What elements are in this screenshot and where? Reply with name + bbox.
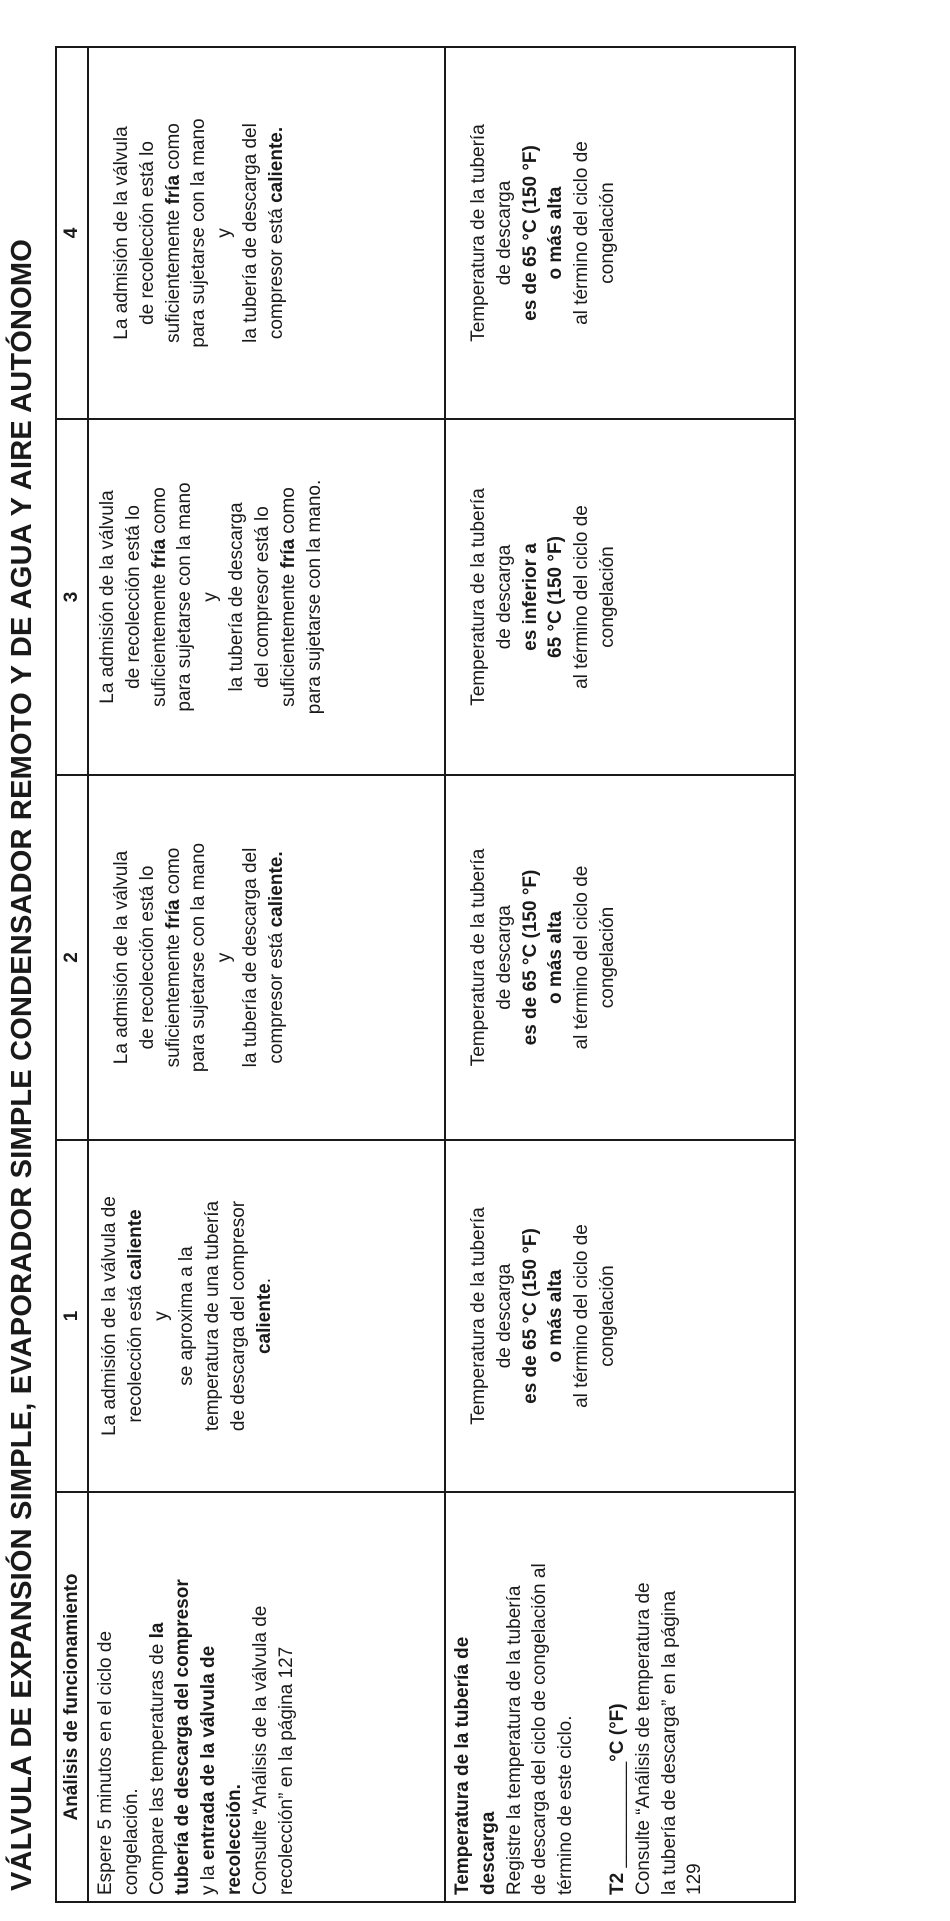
text-line: de recolección está lo	[136, 865, 158, 1050]
text-span: suficientemente	[277, 568, 299, 707]
text-line: y	[214, 952, 236, 963]
text-line: La admisión de la válvula	[111, 850, 132, 1065]
cell-valve-col-4	[88, 47, 445, 419]
row-valve-analysis	[88, 47, 445, 1902]
bold-span: o más alta	[545, 911, 567, 1004]
bold-span: 65 °C (150 °F)	[545, 536, 567, 658]
text-line: del compresor está lo	[251, 506, 273, 688]
bold-span: es de 65 °C (150 °F)	[519, 869, 541, 1046]
text-line: Registre la temperatura de la tubería	[503, 1585, 525, 1895]
text-line: 129	[684, 1863, 706, 1895]
text-line	[123, 1147, 149, 1485]
bold-span: entrada de la válvula de	[198, 1645, 220, 1861]
text-line	[145, 1499, 171, 1895]
text-line: Consulte “Análisis de la válvula de	[249, 1605, 271, 1895]
text-line: La admisión de la válvula	[111, 126, 132, 340]
cell-valve-col-3	[88, 419, 445, 775]
text-span: suficientemente	[148, 568, 170, 707]
text-span: Compare las temperaturas de	[146, 1638, 168, 1895]
text-line: Temperatura de la tubería	[468, 124, 489, 342]
t2-record-line	[605, 1499, 631, 1895]
bold-span: es inferior a	[519, 543, 541, 651]
text-line: al término del ciclo de	[571, 1224, 593, 1408]
page-title: VÁLVULA DE EXPANSIÓN SIMPLE, EVAPORADOR SIMPLE CONDENSADOR REMOTO Y DE AGUA Y AIRE AUTÓNOMO	[6, 238, 38, 1891]
text-line: para sujetarse con la mano	[188, 842, 210, 1073]
text-line: de recolección está lo	[122, 505, 144, 689]
text-line	[196, 1499, 222, 1895]
text-line	[222, 1499, 248, 1895]
text-span: compresor está	[265, 927, 287, 1064]
text-line: congelación	[597, 182, 619, 284]
text-line	[161, 54, 187, 412]
text-line: se aproxima a la	[176, 1246, 198, 1386]
text-line: La admisión de la válvula de	[99, 1196, 120, 1436]
text-line	[543, 782, 569, 1133]
text-line: la tubería de descarga	[226, 502, 248, 692]
text-line: La admisión de la válvula	[97, 490, 118, 704]
bold-span: caliente.	[265, 851, 287, 928]
cell-discharge-col-1	[445, 1140, 795, 1492]
text-line: congelación	[597, 906, 619, 1009]
text-span: como	[148, 487, 170, 539]
text-line: para sujetarse con la mano	[174, 482, 196, 712]
text-line: Temperatura de la tubería	[468, 848, 489, 1067]
text-span: recolección está	[124, 1280, 146, 1423]
text-line	[264, 782, 290, 1133]
t2-label: T2	[606, 1872, 628, 1895]
text-line: de descarga	[493, 1263, 515, 1369]
header-analysis: Análisis de funcionamiento	[56, 1492, 88, 1902]
bold-span: es de 65 °C (150 °F)	[519, 1228, 541, 1404]
text-line: de descarga del compresor	[228, 1200, 250, 1432]
text-line: al término del ciclo de	[571, 141, 593, 325]
text-line: congelación.	[120, 1788, 142, 1895]
text-line: de descarga	[493, 544, 515, 650]
text-line	[264, 54, 290, 412]
text-line: Espere 5 minutos en el ciclo de	[95, 1630, 116, 1895]
text-line: temperatura de una tubería	[202, 1200, 224, 1432]
t2-unit: °C (°F)	[606, 1703, 628, 1762]
text-line: término de este ciclo.	[555, 1715, 577, 1895]
text-line	[252, 1147, 278, 1485]
text-line: la tubería de descarga del	[240, 847, 262, 1068]
bold-span: es de 65 °C (150 °F)	[519, 145, 541, 321]
text-line: Consulte “Análisis de temperatura de	[632, 1582, 654, 1895]
bold-span: fría	[162, 899, 184, 929]
bold-span: caliente	[124, 1209, 146, 1281]
text-line: Temperatura de la tubería	[468, 488, 489, 706]
text-span: suficientemente	[162, 928, 184, 1068]
text-line: de descarga del ciclo de congelación al	[529, 1563, 551, 1895]
text-line	[476, 1499, 502, 1895]
text-line: y	[200, 592, 222, 602]
text-line: recolección” en la página 127	[275, 1646, 297, 1895]
text-line	[518, 426, 544, 768]
header-col-4: 4	[56, 47, 88, 419]
cell-discharge-col-2	[445, 775, 795, 1140]
text-line	[161, 782, 187, 1133]
bold-span: la	[146, 1622, 168, 1639]
text-line: congelación	[597, 1265, 619, 1367]
text-line	[518, 782, 544, 1133]
text-span: como	[277, 487, 299, 539]
bold-span: Temperatura de la tubería de	[452, 1636, 473, 1895]
cell-discharge-col-4	[445, 47, 795, 419]
text-span: como	[162, 847, 184, 900]
text-span: y la	[198, 1860, 220, 1895]
text-line	[147, 426, 173, 768]
bold-span: caliente	[253, 1283, 275, 1355]
text-span: compresor está	[265, 202, 287, 340]
text-line: al término del ciclo de	[571, 505, 593, 689]
text-line	[518, 1147, 544, 1485]
text-line: y	[150, 1311, 172, 1321]
text-line: al término del ciclo de	[571, 865, 593, 1050]
cell-valve-col-1	[88, 1140, 445, 1492]
bold-span: fría	[277, 538, 299, 569]
header-col-2: 2	[56, 775, 88, 1140]
text-line: la tubería de descarga” en la página	[658, 1590, 680, 1895]
text-line	[543, 426, 569, 768]
header-col-1: 1	[56, 1140, 88, 1492]
text-line	[170, 1499, 196, 1895]
bold-span: o más alta	[545, 186, 567, 280]
text-line: congelación	[597, 546, 619, 648]
header-row	[56, 47, 88, 1902]
text-line	[276, 426, 302, 768]
text-line: para sujetarse con la mano.	[303, 479, 325, 715]
text-line: de descarga	[493, 905, 515, 1010]
bold-span: tubería de descarga del compresor	[172, 1579, 194, 1895]
text-span: como	[162, 123, 184, 175]
text-line	[543, 1147, 569, 1485]
bold-span: recolección.	[224, 1784, 246, 1895]
t2-blank: __________	[606, 1761, 628, 1868]
text-line: de recolección está lo	[136, 141, 158, 325]
text-line	[543, 54, 569, 412]
bold-span: fría	[162, 174, 184, 205]
cell-discharge-col-3	[445, 419, 795, 775]
cell-analysis-discharge	[445, 1492, 795, 1902]
text-line: Temperatura de la tubería	[468, 1207, 489, 1425]
text-span: .	[253, 1277, 275, 1284]
text-line	[518, 54, 544, 412]
text-line: la tubería de descarga del	[240, 123, 262, 343]
row-discharge-temperature	[445, 47, 795, 1902]
text-line: y	[214, 228, 236, 238]
bold-span: o más alta	[545, 1269, 567, 1363]
bold-span: descarga	[477, 1811, 499, 1895]
diagnosis-table	[55, 46, 796, 1903]
header-col-3: 3	[56, 419, 88, 775]
blank-line	[579, 1499, 605, 1895]
text-line: de descarga	[493, 180, 515, 286]
text-line	[450, 1499, 476, 1895]
text-line: para sujetarse con la mano	[188, 118, 210, 348]
text-span: suficientemente	[162, 204, 184, 343]
cell-analysis-valve	[88, 1492, 445, 1902]
bold-span: fría	[148, 538, 170, 569]
cell-valve-col-2	[88, 775, 445, 1140]
bold-span: caliente.	[265, 126, 287, 203]
